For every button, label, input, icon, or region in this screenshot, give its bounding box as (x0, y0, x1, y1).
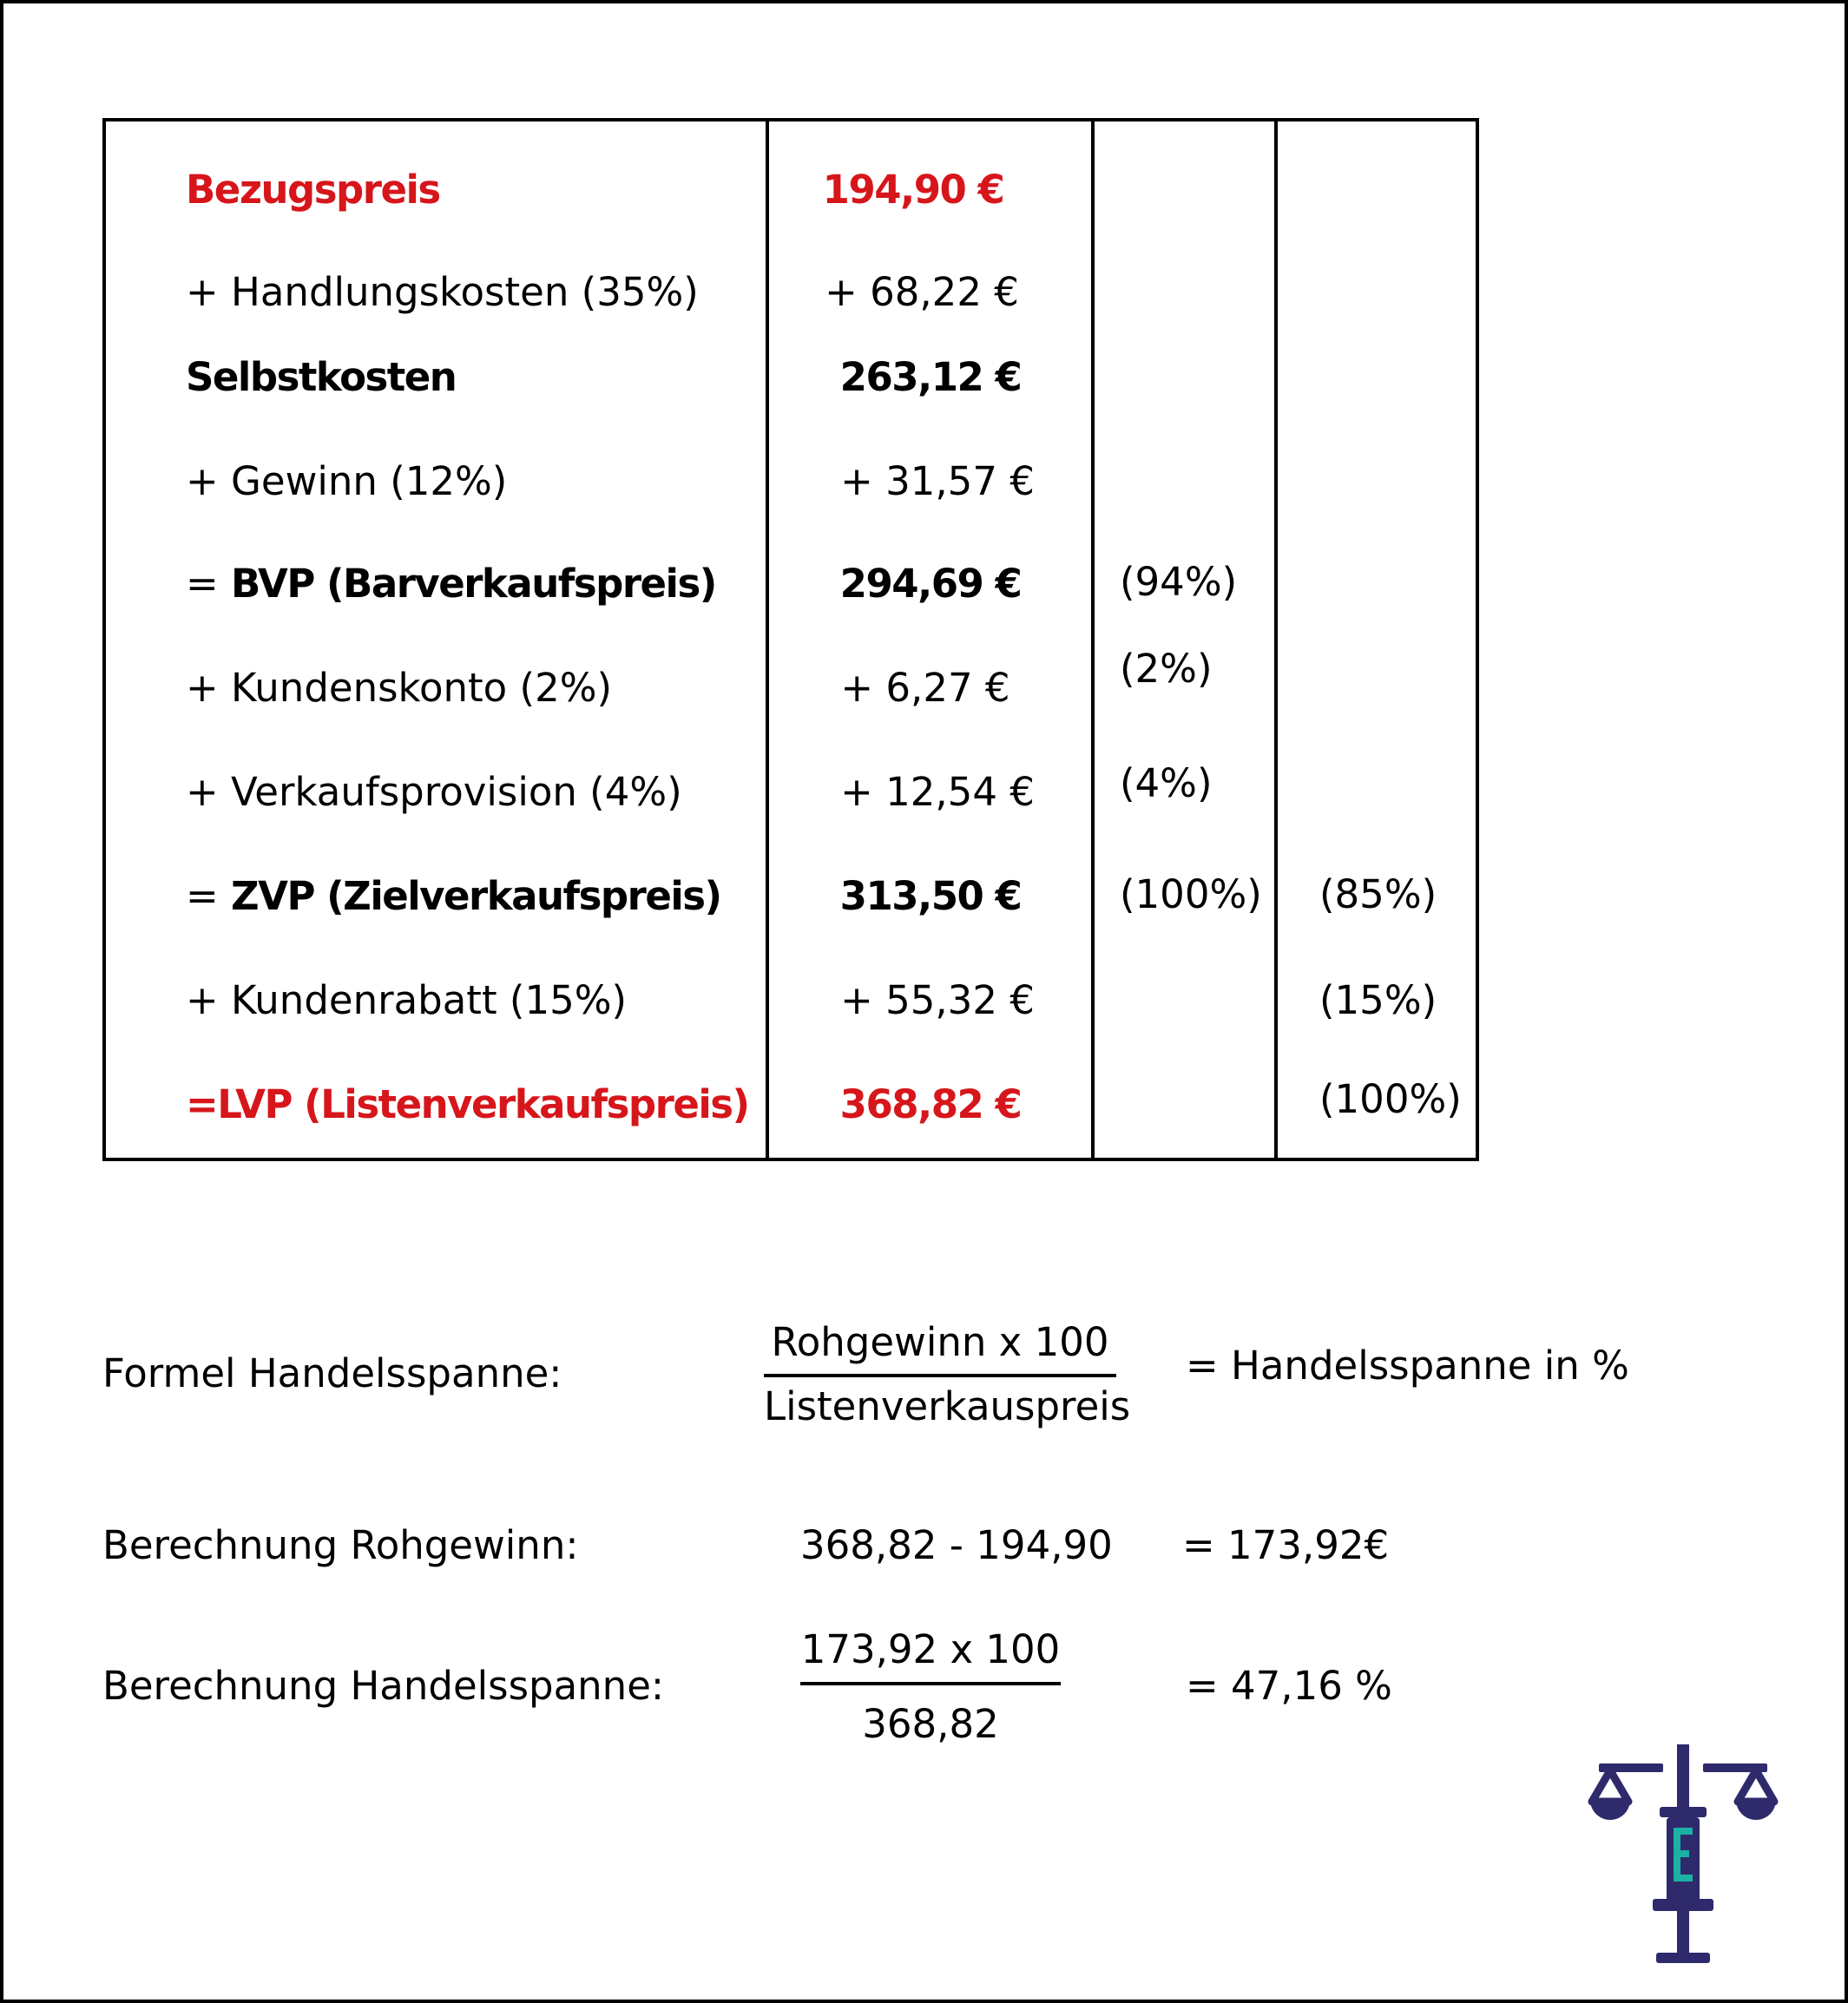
formel-fraction-line (764, 1374, 1116, 1377)
handelsspanne-label: Berechnung Handelsspanne: (102, 1663, 665, 1709)
handelsspanne-numerator: 173,92 x 100 (800, 1626, 1061, 1672)
row-label-handlungskosten: + Handlungskosten (35%) (186, 269, 699, 315)
scales-syringe-logo-icon (1587, 1744, 1779, 1979)
row-label-kundenrabatt: + Kundenrabatt (15%) (186, 977, 628, 1023)
handelsspanne-fraction-line (800, 1682, 1061, 1685)
row-pct1-bvp: (94%) (1120, 559, 1238, 605)
row-label-gewinn: + Gewinn (12%) (186, 458, 508, 504)
row-pct2-lvp: (100%) (1319, 1076, 1462, 1122)
row-amount-kundenrabatt: + 55,32 € (840, 977, 1035, 1023)
row-label-bvp (186, 561, 716, 607)
bvp-label: BVP (Barverkaufspreis) (231, 561, 716, 607)
price-calculation-table (102, 118, 1479, 1161)
formel-denominator: Listenverkauspreis (764, 1383, 1131, 1429)
row-pct2-kundenrabatt: (15%) (1319, 977, 1437, 1023)
row-amount-bvp: 294,69 € (839, 561, 1022, 607)
row-label-kundenskonto: + Kundenskonto (2%) (186, 665, 613, 711)
formel-numerator: Rohgewinn x 100 (771, 1319, 1109, 1365)
row-label-bezugspreis: Bezugspreis (186, 167, 440, 213)
row-label-verkaufsprovision: + Verkaufsprovision (4%) (186, 769, 682, 815)
formel-result: = Handelsspanne in % (1186, 1343, 1629, 1389)
row-amount-bezugspreis: 194,90 € (822, 167, 1004, 213)
equals-prefix: = (186, 561, 232, 607)
rohgewinn-expression: 368,82 - 194,90 (800, 1522, 1113, 1568)
row-label-lvp: =LVP (Listenverkaufspreis) (186, 1081, 749, 1127)
column-divider (1274, 121, 1278, 1158)
row-pct1-zvp: (100%) (1120, 871, 1262, 917)
row-amount-handlungskosten: + 68,22 € (825, 269, 1019, 315)
handelsspanne-denominator: 368,82 (862, 1701, 999, 1747)
row-amount-selbstkosten: 263,12 € (839, 354, 1022, 400)
row-pct1-verkaufsprovision: (4%) (1120, 760, 1213, 806)
row-label-selbstkosten: Selbstkosten (186, 354, 457, 400)
row-amount-kundenskonto: + 6,27 € (840, 665, 1010, 711)
row-amount-verkaufsprovision: + 12,54 € (840, 769, 1035, 815)
formel-label: Formel Handelsspanne: (102, 1350, 562, 1396)
rohgewinn-result: = 173,92€ (1182, 1522, 1390, 1568)
row-amount-lvp: 368,82 € (839, 1081, 1022, 1127)
row-pct2-zvp: (85%) (1319, 871, 1437, 917)
row-amount-zvp: 313,50 € (839, 873, 1022, 919)
equals-prefix: = (186, 873, 232, 919)
zvp-label: ZVP (Zielverkaufspreis) (231, 873, 721, 919)
row-amount-gewinn: + 31,57 € (840, 458, 1035, 504)
row-pct1-kundenskonto: (2%) (1120, 646, 1213, 692)
row-label-zvp (186, 873, 721, 920)
handelsspanne-result: = 47,16 % (1186, 1663, 1392, 1709)
rohgewinn-label: Berechnung Rohgewinn: (102, 1522, 579, 1568)
